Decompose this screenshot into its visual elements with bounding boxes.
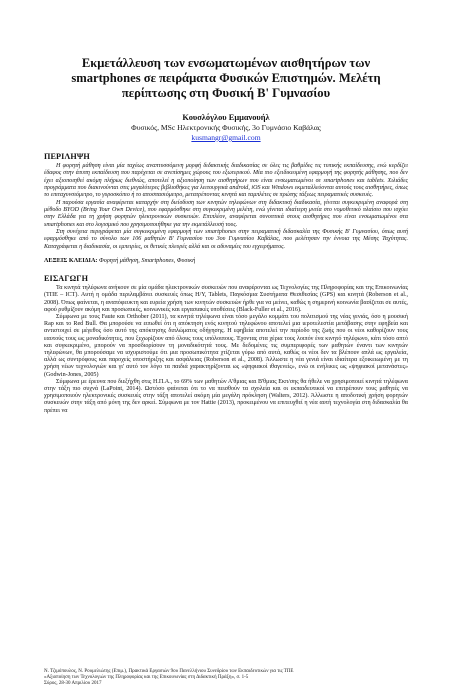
abstract-heading: ΠΕΡΙΛΗΨΗ (44, 152, 90, 161)
author-affiliation: Φυσικός, MSc Ηλεκτρονικής Φυσικής, 3ο Γυμνάσιο Καβάλας (131, 123, 321, 132)
author-name: Κουσλόγλου Εμμανουήλ (182, 113, 270, 122)
introduction-paragraph-3: Σύμφωνα με έρευνα που διεξήχθη στις Η.Π.Α., το 69% των μαθητών Α'θμιας και Β'θμιας Εκπ/σης θα ήθελε να χρησιμοποιεί κινητά τηλέφωνα στην τάξη πιο συχνά (LaPoint, 2014). Ωστόσο φαίνεται ότι το να πεισθούν τα σχολεία και οι εκπαιδευτικοί να επιτρέπουν τους μαθητές να χρησιμοποιούν ηλεκτρονικές συσκευές στην τάξη αποτελεί ακόμη μία μεγάλη πρόκληση (Walters, 2012). Άλλωστε η αποδοτική χρήση φορητών συσκευών στην τάξη από μόνη της δεν αρκεί. Σύμφωνα με τον Hattie (2013), προκειμένου να επιτευχθεί η νέα αυτή τεχνολογία στη διδασκαλία θα πρέπει να (44, 378, 408, 414)
introduction-paragraph-1: Τα κινητά τηλέφωνα ανήκουν σε μία ομάδα ηλεκτρονικών συσκευών που αναφέρονται ως Τεχνολογίες της Πληροφορίας και της Επικοινωνίας (ΤΠΕ – ICT). Αυτή η ομάδα περιλαμβάνει συσκευές όπως Η/Υ, Tablets, Παγκόσμια Συστήματα Θεσιθεσίας (GPS) και κινητά (Roberson et al., 2008). Όπως φαίνεται, η αναπόφευκτη και ευρεία χρήση των κινητών συσκευών ήρθε για να μείνει, καθώς η σημερινή κοινωνία βασίζεται σε αυτές, αφού ρυθμίζουν ακόμη και προσωπικές, κοινωνικές και εργασιακές υποθέσεις (Black-Fuller et al., 2016). (44, 285, 408, 313)
keywords-label: ΛΕΞΕΙΣ ΚΛΕΙΔΙΑ: (44, 257, 98, 265)
author-block (44, 113, 408, 143)
title-line-1: Εκμετάλλευση των ενσωματωμένων αισθητήρων των (81, 56, 371, 70)
abstract-paragraph-2: Η παρούσα εργασία αναφέρεται καταρχήν στη διείσδυση των κινητών τηλεφώνων στη διδακτική διαδικασία, γίνεται συγκεκριμένη αναφορά στη μέθοδο BYOD (Bring Your Own Device), που εφαρμόσθηκε στη συγκεκριμένη μελέτη, ενώ γίνεται ιδιαίτερη μνεία στο νομοθετικό πλαίσιο που ισχύει στην Ελλάδα για τη χρήση φορητών ηλεκτρονικών συσκευών. Επιπλέον, αναφέρεται συνοπτικά στους αισθητήρες που είναι ενσωματωμένοι στα smartphones και στο λογισμικό που χρησιμοποιήθηκε για την εκμετάλλευσή τους. (44, 199, 408, 228)
footer-line-3: Σύρος, 28-30 Απριλίου 2017 (44, 681, 102, 686)
abstract-paragraph-3: Στη συνέχεια περιγράφεται μία συγκεκριμένη εφαρμογή των smartphones στην πειραματική διδασκαλία της Φυσικής Β' Γυμνασίου, όπως αυτή εφαρμόσθηκε από το σύνολο των 106 μαθητών Β' Γυμνασίου του 3ου Γυμνασίου Καβάλας, που μελέτησαν την έννοια της Μέσης Ταχύτητας. Καταγράφεται η διαδικασία, οι εμπειρίες, οι θετικές πλευρές αλλά και οι αδυναμίες του εγχειρήματος. (44, 229, 408, 250)
paper-page (0, 56, 452, 696)
introduction-heading: ΕΙΣΑΓΩΓΗ (44, 274, 89, 284)
title-line-3: περίπτωσης στη Φυσική Β' Γυμνασίου (121, 86, 331, 100)
author-email-link[interactable]: kusmangr@gmail.com (191, 133, 261, 142)
paper-title (44, 56, 408, 101)
footer-line-2: «Αξιοποίηση των Τεχνολογιών της Πληροφορίας και της Επικοινωνίας στη Διδακτική Πράξη», σ. 1-5 (44, 675, 249, 680)
keywords-line (44, 257, 408, 265)
keywords-value: Φορητή μάθηση, Smartphones, Φυσική (99, 257, 196, 265)
title-line-2: smartphones σε πειράματα Φυσικών Επιστημών. Μελέτη (71, 71, 381, 85)
abstract-paragraph-1: Η φορητή μάθηση είναι μία ταχέως αναπτυσσόμενη μορφή διδακτικής διαδικασίας σε όλες τις βαθμίδες τις τυπικής εκπαίδευσης, ενώ κερδίζει έδαφος στην άτυπη εκπαίδευση που παρέχεται σε ανεπίσημες χώρους του εξωτερικού. Μία πιο εξειδικευμένη εφαρμογή της φορητής μάθησης, που δεν έχει αξιοποιηθεί ακόμη πλήρως διεθνώς, αποτελεί η αξιοποίηση των αισθητήρων που είναι ενσωματωμένοι σε smartphones και tablets. Χιλιάδες προγράμματα που διακινούνται στις μεγαλύτερες βιβλιοθήκες για λειτουργικά android, iOS και Windows εκμεταλλεύονται αυτούς τους αισθητήρες, όπως το επιταχυνσιόμετρο, το γυροσκόπιο ή το αποσπασιόμετρο, μετατρέποντας κινητά και ταμπλέτες σε πρώτης τάξεως πειραματικές συσκευές. (44, 163, 408, 199)
abstract-section (44, 152, 408, 251)
introduction-paragraph-2: Σύμφωνα με τους Faute και Orthober (2011), τα κινητά τηλέφωνα είναι τόσο μεγάλο κομμάτι του πολιτισμού της νέας γενιάς, όσο η μουσική Rap και το Red Bull. Θα μπορούσε να ειπωθεί ότι η απόκτηση ενός κινητού τηλεφώνου αποτελεί μια ιεροτελεστία μετάβασης στην εφηβεία και αντιστοιχεί σε μέγεθος όσο αυτό της απόκτησης διπλώματος οδήγησης. Η εφηβεία αποτελεί την περίοδο της ζωής που οι νέοι καθορίζουν τους εαυτούς τους ως μοναδικότητες, που ξεχωρίζουν από όλους τους υπόλοιπους. Έχοντας στα χέρια τους λοιπόν ένα κινητό τηλέφωνο, κάτι τόσο απτό και συγκεκριμένο, μπορούν να προσδιορίσουν τη μοναδικότητά τους. Με δεδομένες τις συμπεριφορές των μαθητών έναντι των κινητών τηλεφώνων, θα μπορούσαμε να ισχυριστούμε ότι μια προσωπικότητα χτίζεται γύρω από αυτά, καθώς οι νέοι δεν τα βλέπουν απλά ως εργαλεία, αλλά ως συντρόφους και παροχείς υποστήριξης και ασφάλειας (Roberson et al., 2008). Άλλωστε η νέα γενιά είναι ιδιαίτερα εξοικειωμένη με τη χρήση νέων τεχνολογιών και γι' αυτό τον λόγο τα παιδιά χαρακτηρίζονται ως «ψηφιακοί ιθαγενείς», ενώ οι ενήλικες ως «ψηφιακοί μετανάστες» (Godwin-Jones, 2005) (44, 313, 408, 378)
introduction-section (44, 274, 408, 415)
page-footer (44, 669, 408, 687)
footer-line-1: Ν. Τζιμόπουλος, Ν. Ρουμελιώτης (Επιμ.), Πρακτικά Εργασιών 9ου Πανελλήνιου Συνεδρίου των Εκπαιδευτικών για τις ΤΠΕ (44, 669, 294, 674)
